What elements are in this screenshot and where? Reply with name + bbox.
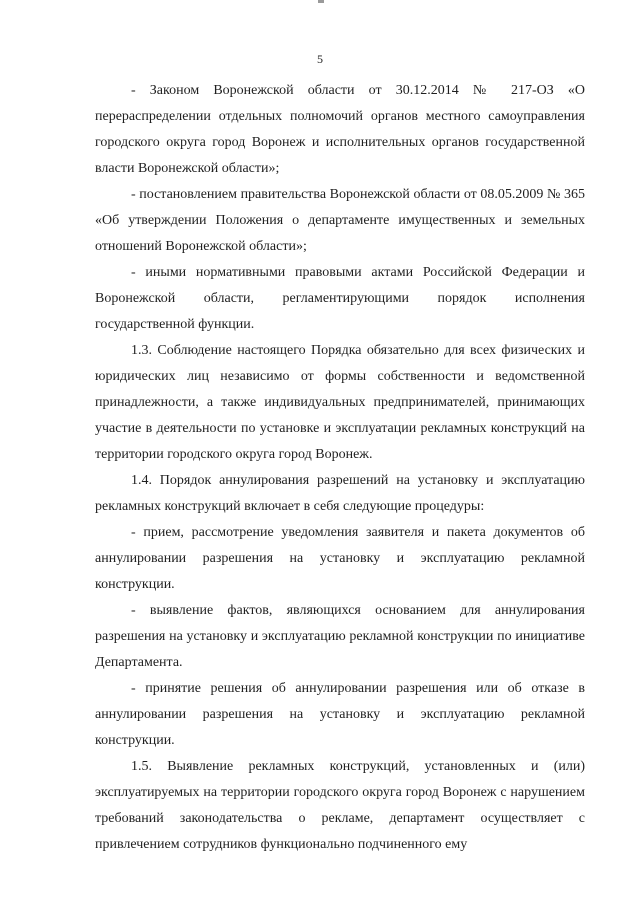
- paragraph-law-217-oz: - Законом Воронежской области от 30.12.2014 № 217-ОЗ «О перераспределении отдельных полномочий органов местного самоуправления городского округа город Воронеж и исполнительных органов государственной власти Воронежской области»;: [95, 83, 585, 176]
- document-body: [95, 78, 585, 858]
- paragraph-1-3: 1.3. Соблюдение настоящего Порядка обязательно для всех физических и юридических лиц независимо от формы собственности и ведомственной принадлежности, а также индивидуальных предпринимателей, принимающих участие в деятельности по установке и эксплуатации рекламных конструкций на территории городского округа город Воронеж.: [95, 343, 585, 462]
- paragraph-procedure-decision: - принятие решения об аннулировании разрешения или об отказе в аннулировании разрешения на установку и эксплуатацию рекламной конструкции.: [95, 681, 585, 748]
- paragraph-1-5: 1.5. Выявление рекламных конструкций, установленных и (или) эксплуатируемых на территории городского округа город Воронеж с нарушением требований законодательства о рекламе, департамент осуществляет с привлечением сотрудников функционально подчиненного ему: [95, 759, 585, 852]
- paragraph-resolution-365: - постановлением правительства Воронежской области от 08.05.2009 № 365 «Об утверждении Положения о департаменте имущественных и земельных отношений Воронежской области»;: [95, 187, 585, 254]
- scan-top-mark: [318, 0, 324, 3]
- paragraph-other-acts: - иными нормативными правовыми актами Российской Федерации и Воронежской области, регламентирующими порядок исполнения государственной функции.: [95, 265, 585, 332]
- paragraph-procedure-receipt: - прием, рассмотрение уведомления заявителя и пакета документов об аннулировании разрешения на установку и эксплуатацию рекламной конструкции.: [95, 525, 585, 592]
- page-number: 5: [317, 52, 323, 66]
- paragraph-procedure-detection: - выявление фактов, являющихся основанием для аннулирования разрешения на установку и эксплуатацию рекламной конструкции по инициативе Департамента.: [95, 603, 585, 670]
- paragraph-1-4: 1.4. Порядок аннулирования разрешений на установку и эксплуатацию рекламных конструкций включает в себя следующие процедуры:: [95, 473, 585, 514]
